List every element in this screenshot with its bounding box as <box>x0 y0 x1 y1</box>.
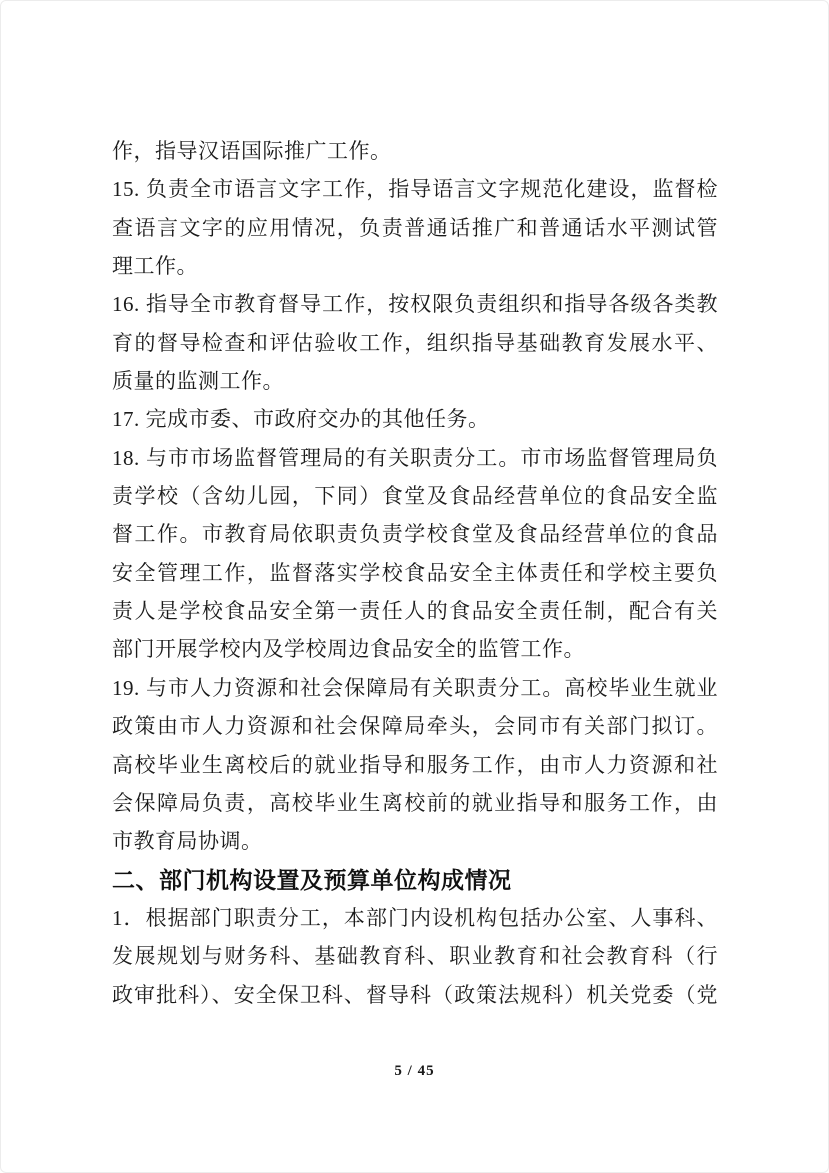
text-line: 责学校（含幼儿园，下同）食堂及食品经营单位的食品安全监 <box>112 484 718 509</box>
text-line: 政策由市人力资源和社会保障局牵头，会同市有关部门拟订。 <box>112 714 718 739</box>
section-heading: 二、部门机构设置及预算单位构成情况 <box>112 866 512 893</box>
text-line: 部门开展学校内及学校周边食品安全的监管工作。 <box>112 637 585 662</box>
document-text-block <box>112 132 718 1014</box>
text-line: 18. 与市市场监督管理局的有关职责分工。市市场监督管理局负 <box>112 445 718 470</box>
page-number: 5 / 45 <box>394 1063 435 1079</box>
text-line: 市教育局协调。 <box>112 829 263 854</box>
text-line: 安全管理工作，监督落实学校食品安全主体责任和学校主要负 <box>112 560 718 585</box>
text-line: 查语言文字的应用情况，负责普通话推广和普通话水平测试管 <box>112 215 718 240</box>
text-line: 1．根据部门职责分工，本部门内设机构包括办公室、人事科、 <box>112 905 718 930</box>
text-line: 政审批科）、安全保卫科、督导科（政策法规科）机关党委（党 <box>112 982 718 1007</box>
text-line: 16. 指导全市教育督导工作，按权限负责组织和指导各级各类教 <box>112 292 718 317</box>
text-line: 理工作。 <box>112 254 198 279</box>
text-line: 质量的监测工作。 <box>112 369 284 394</box>
text-line: 发展规划与财务科、基础教育科、职业教育和社会教育科（行 <box>112 944 718 969</box>
text-line: 责人是学校食品安全第一责任人的食品安全责任制，配合有关 <box>112 599 718 624</box>
text-line: 高校毕业生离校后的就业指导和服务工作，由市人力资源和社 <box>112 752 718 777</box>
text-line: 育的督导检查和评估验收工作，组织指导基础教育发展水平、 <box>112 330 718 355</box>
text-line: 督工作。市教育局依职责负责学校食堂及食品经营单位的食品 <box>112 522 718 547</box>
text-line: 19. 与市人力资源和社会保障局有关职责分工。高校毕业生就业 <box>112 675 718 700</box>
text-line: 17. 完成市委、市政府交办的其他任务。 <box>112 407 490 432</box>
text-line: 会保障局负责，高校毕业生离校前的就业指导和服务工作，由 <box>112 790 718 815</box>
text-line: 15. 负责全市语言文字工作，指导语言文字规范化建设，监督检 <box>112 177 718 202</box>
text-line: 作，指导汉语国际推广工作。 <box>112 139 392 163</box>
